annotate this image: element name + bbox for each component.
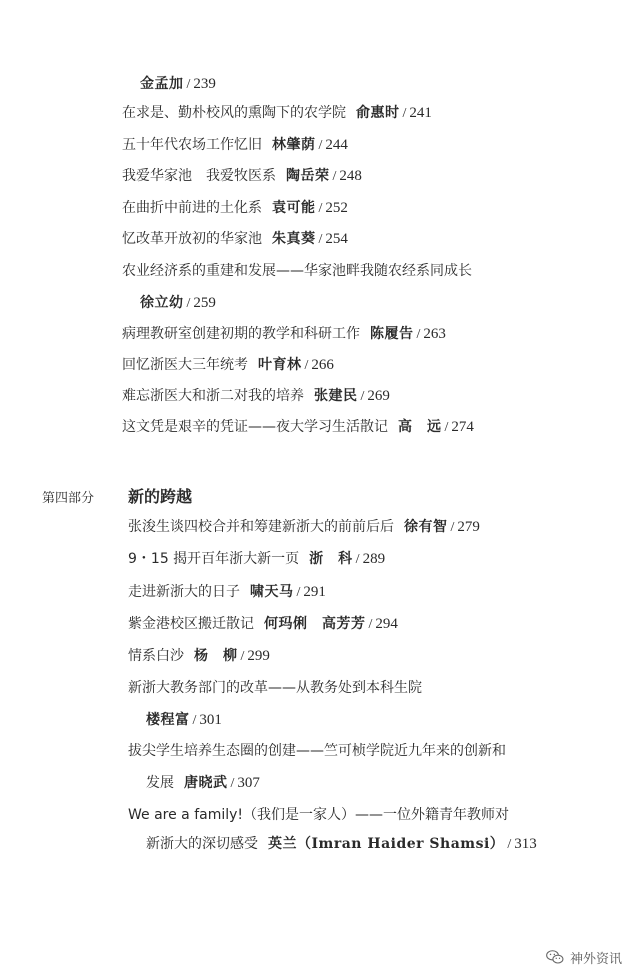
toc-entry <box>122 261 472 281</box>
toc-author: 叶育林 <box>258 357 302 373</box>
toc-page-number: 313 <box>514 836 537 852</box>
toc-page-number: 259 <box>193 295 216 311</box>
toc-title: 回忆浙医大三年统考 <box>122 357 248 373</box>
toc-entry <box>128 741 506 761</box>
watermark-text: 神外资讯 <box>569 951 622 967</box>
toc-author: 浙 科 <box>309 551 353 567</box>
toc-page-number: 301 <box>199 712 222 728</box>
toc-page-number: 239 <box>193 76 216 92</box>
toc-title: 情系白沙 <box>128 648 184 664</box>
toc-title: 农业经济系的重建和发展——华家池畔我随农经系同成长 <box>122 263 472 279</box>
toc-title: 病理教研室创建初期的教学和科研工作 <box>122 326 360 342</box>
toc-entry-continuation: 楼程富 / 301 <box>146 712 222 728</box>
toc-entry: 难忘浙医大和浙二对我的培养 张建民 / 269 <box>122 388 390 404</box>
toc-author: 英兰（Imran Haider Shamsi） <box>268 836 505 852</box>
toc-page-number: 252 <box>325 200 348 216</box>
toc-author: 何玛俐 高芳芳 <box>264 616 366 632</box>
toc-author: 陶岳荣 <box>286 168 330 184</box>
toc-entry: 走进新浙大的日子 啸天马 / 291 <box>128 584 326 600</box>
toc-title: 走进新浙大的日子 <box>128 584 240 600</box>
section-title: 新的跨越 <box>128 487 193 506</box>
toc-title: 张浚生谈四校合并和筹建新浙大的前前后后 <box>128 519 394 535</box>
toc-author: 金孟加 <box>140 76 184 92</box>
toc-title: 我爱华家池 我爱牧医系 <box>122 168 276 184</box>
toc-page-number: 279 <box>457 519 480 535</box>
toc-title: 五十年代农场工作忆旧 <box>122 137 262 153</box>
toc-author: 杨 柳 <box>194 648 238 664</box>
toc-page-number: 291 <box>303 584 326 600</box>
toc-author: 高 远 <box>398 419 442 435</box>
toc-entry: 回忆浙医大三年统考 叶育林 / 266 <box>122 357 334 373</box>
toc-author: 俞惠时 <box>356 105 400 121</box>
toc-entry-continuation: 发展 唐晓武 / 307 <box>146 775 260 791</box>
toc-title: 在曲折中前进的土化系 <box>122 200 262 216</box>
toc-author: 唐晓武 <box>184 775 228 791</box>
toc-page-number: 307 <box>237 775 260 791</box>
toc-title: 发展 <box>146 775 174 791</box>
toc-author: 张建民 <box>314 388 358 404</box>
toc-title: 在求是、勤朴校风的熏陶下的农学院 <box>122 105 346 121</box>
toc-page-number: 241 <box>409 105 432 121</box>
toc-entry: 金孟加 / 239 <box>140 76 216 92</box>
toc-page-number: 274 <box>451 419 474 435</box>
toc-page-number: 266 <box>311 357 334 373</box>
toc-author: 啸天马 <box>250 584 294 600</box>
toc-author: 徐有智 <box>404 519 448 535</box>
toc-title: 忆改革开放初的华家池 <box>122 231 262 247</box>
toc-author: 朱真葵 <box>272 231 316 247</box>
toc-author: 楼程富 <box>146 712 190 728</box>
toc-entry: 紫金港校区搬迁散记 何玛俐 高芳芳 / 294 <box>128 616 398 632</box>
toc-page-number: 299 <box>247 648 270 664</box>
toc-title: 9・15 揭开百年浙大新一页 <box>128 551 300 567</box>
toc-author: 陈履告 <box>370 326 414 342</box>
toc-title: 紫金港校区搬迁散记 <box>128 616 254 632</box>
watermark <box>545 947 622 967</box>
toc-title: 拔尖学生培养生态圈的创建——竺可桢学院近九年来的创新和 <box>128 743 506 759</box>
toc-page-number: 254 <box>325 231 348 247</box>
section-number: 第四部分 <box>42 491 95 506</box>
toc-page-number: 248 <box>339 168 362 184</box>
toc-entry: 9・15 揭开百年浙大新一页 浙 科 / 289 <box>128 551 386 567</box>
toc-page-number: 269 <box>367 388 390 404</box>
toc-entry: 病理教研室创建初期的教学和科研工作 陈履告 / 263 <box>122 326 446 342</box>
toc-page-number: 294 <box>375 616 398 632</box>
toc-title: 难忘浙医大和浙二对我的培养 <box>122 388 304 404</box>
toc-title: We are a family!（我们是一家人）——一位外籍青年教师对 <box>128 807 510 823</box>
toc-entry: 张浚生谈四校合并和筹建新浙大的前前后后 徐有智 / 279 <box>128 519 480 535</box>
toc-entry: 我爱华家池 我爱牧医系 陶岳荣 / 248 <box>122 168 362 184</box>
toc-author: 袁可能 <box>272 200 316 216</box>
toc-page-number: 244 <box>325 137 348 153</box>
wechat-icon <box>545 947 565 967</box>
toc-entry: 这文凭是艰辛的凭证——夜大学习生活散记 高 远 / 274 <box>122 419 474 435</box>
toc-entry-continuation: 徐立幼 / 259 <box>140 295 216 311</box>
toc-entry: 忆改革开放初的华家池 朱真葵 / 254 <box>122 231 348 247</box>
toc-entry <box>128 678 422 698</box>
toc-entry: 五十年代农场工作忆旧 林肇荫 / 244 <box>122 137 348 153</box>
toc-entry-continuation: 新浙大的深切感受 英兰（Imran Haider Shamsi） / 313 <box>146 836 537 852</box>
toc-entry: 情系白沙 杨 柳 / 299 <box>128 648 270 664</box>
toc-entry: 在求是、勤朴校风的熏陶下的农学院 俞惠时 / 241 <box>122 105 432 121</box>
toc-entry: 在曲折中前进的土化系 袁可能 / 252 <box>122 200 348 216</box>
toc-title: 这文凭是艰辛的凭证——夜大学习生活散记 <box>122 419 388 435</box>
toc-page-number: 289 <box>362 551 386 567</box>
toc-author: 林肇荫 <box>272 137 316 153</box>
toc-title: 新浙大教务部门的改革——从教务处到本科生院 <box>128 680 422 696</box>
toc-entry <box>128 805 509 825</box>
toc-title: 新浙大的深切感受 <box>146 836 258 852</box>
toc-page-number: 263 <box>423 326 446 342</box>
toc-author: 徐立幼 <box>140 295 184 311</box>
